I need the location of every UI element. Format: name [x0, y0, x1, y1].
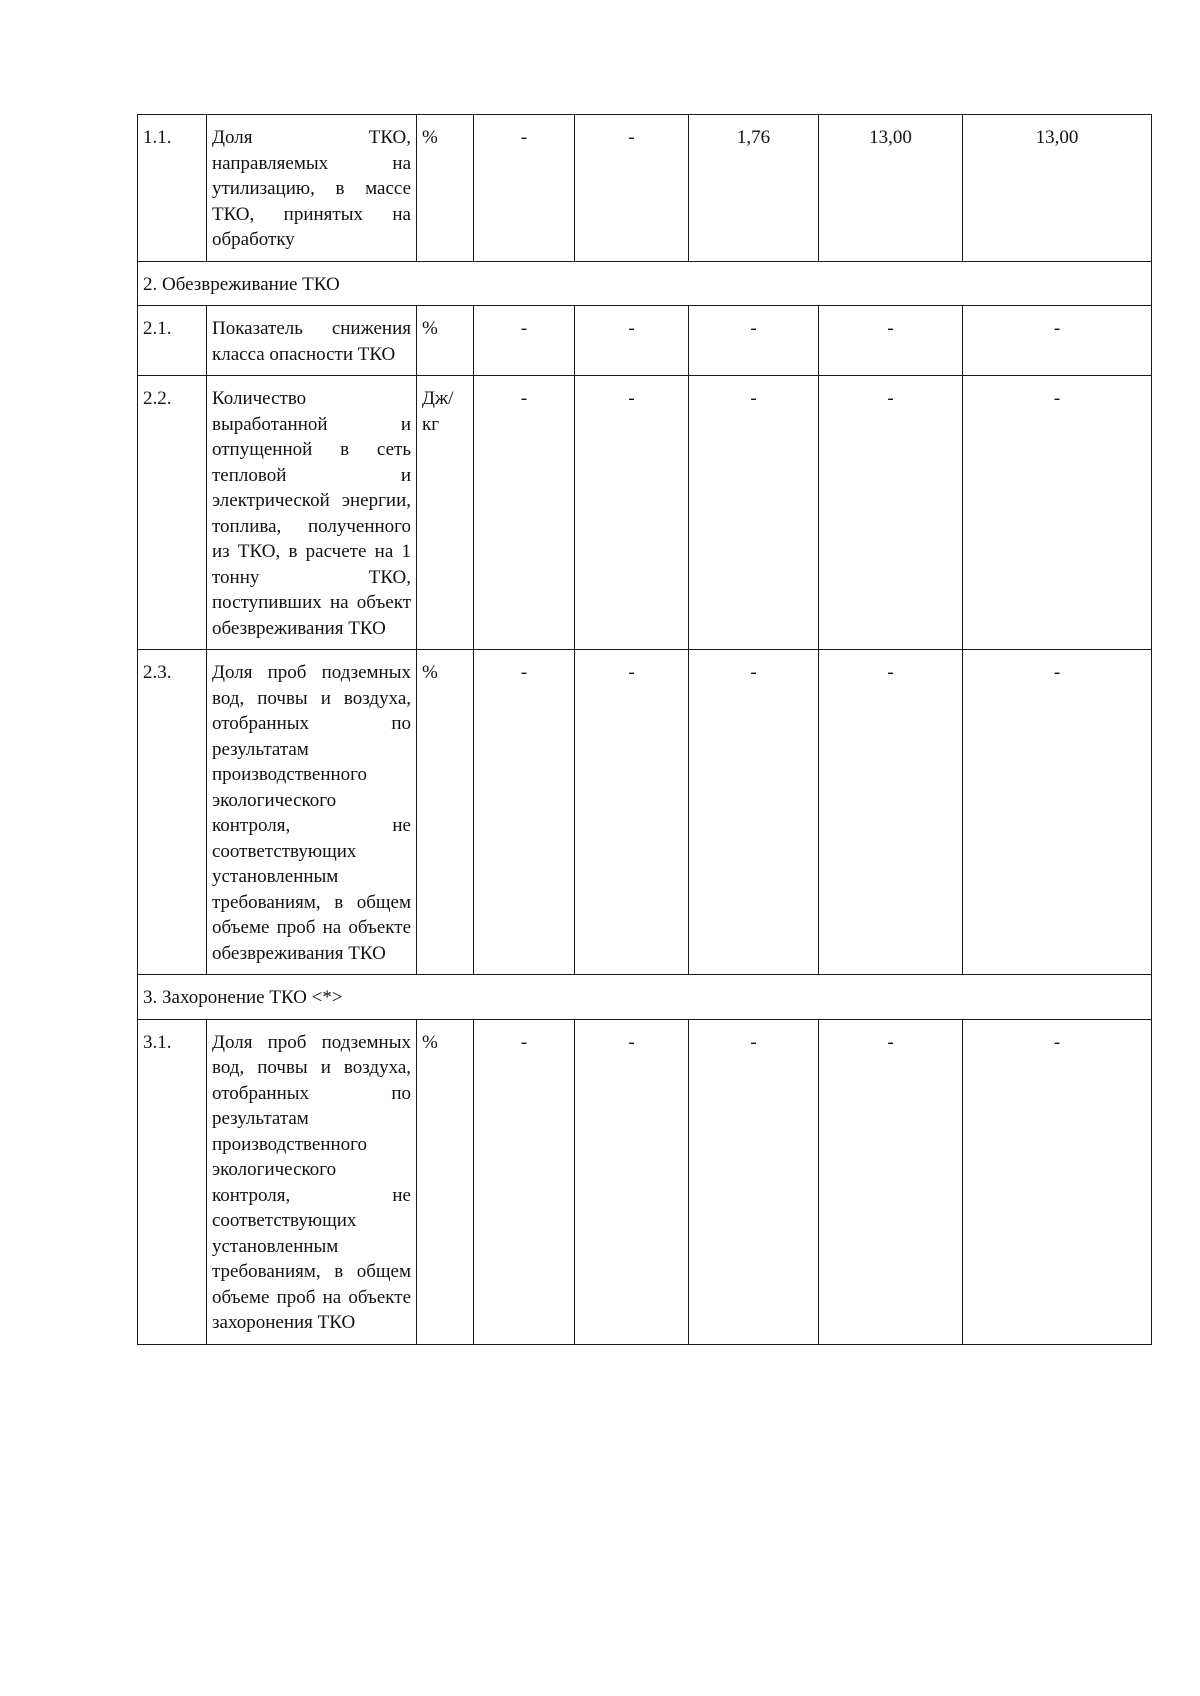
indicators-table: [137, 114, 1152, 1345]
unit-cell: %: [417, 1019, 474, 1344]
value-cell: -: [474, 650, 575, 975]
value-cell: -: [819, 1019, 963, 1344]
value-cell: -: [689, 306, 819, 376]
section-title: 2. Обезвреживание ТКО: [138, 261, 1152, 306]
value-cell: -: [819, 306, 963, 376]
value-cell: -: [474, 376, 575, 650]
value-cell: -: [575, 376, 689, 650]
row-number: 2.3.: [138, 650, 207, 975]
row-number: 2.1.: [138, 306, 207, 376]
value-cell: -: [963, 1019, 1152, 1344]
unit-cell: %: [417, 306, 474, 376]
table-row: [138, 115, 1152, 262]
table-row: [138, 376, 1152, 650]
unit-cell: Дж/кг: [417, 376, 474, 650]
section-row: [138, 975, 1152, 1020]
value-cell: 13,00: [963, 115, 1152, 262]
row-number: 2.2.: [138, 376, 207, 650]
value-cell: -: [575, 1019, 689, 1344]
value-cell: -: [474, 1019, 575, 1344]
unit-cell: %: [417, 650, 474, 975]
row-number: 3.1.: [138, 1019, 207, 1344]
row-number: 1.1.: [138, 115, 207, 262]
value-cell: -: [575, 650, 689, 975]
value-cell: 1,76: [689, 115, 819, 262]
value-cell: -: [963, 376, 1152, 650]
value-cell: -: [963, 650, 1152, 975]
unit-cell: %: [417, 115, 474, 262]
value-cell: -: [689, 1019, 819, 1344]
value-cell: -: [963, 306, 1152, 376]
section-title: 3. Захоронение ТКО <*>: [138, 975, 1152, 1020]
indicator-name: Доля ТКО, направляемых на утилизацию, в массе ТКО, принятых на обработку: [207, 115, 417, 262]
indicator-name: Количество выработанной и отпущенной в сеть тепловой и электрической энергии, топлива, полученного из ТКО, в расчете на 1 тонну ТКО, поступивших на объект обезвреживания ТКО: [207, 376, 417, 650]
value-cell: -: [575, 115, 689, 262]
table-row: [138, 650, 1152, 975]
table-row: [138, 306, 1152, 376]
value-cell: -: [689, 650, 819, 975]
value-cell: -: [474, 115, 575, 262]
value-cell: 13,00: [819, 115, 963, 262]
indicator-name: Доля проб подземных вод, почвы и воздуха, отобранных по результатам производственного экологического контроля, не соответствующих установленным требованиям, в общем объеме проб на объекте обезвреживания ТКО: [207, 650, 417, 975]
indicator-name: Показатель снижения класса опасности ТКО: [207, 306, 417, 376]
value-cell: -: [575, 306, 689, 376]
value-cell: -: [689, 376, 819, 650]
value-cell: -: [819, 376, 963, 650]
indicator-name: Доля проб подземных вод, почвы и воздуха, отобранных по результатам производственного экологического контроля, не соответствующих установленным требованиям, в общем объеме проб на объекте захоронения ТКО: [207, 1019, 417, 1344]
section-row: [138, 261, 1152, 306]
value-cell: -: [819, 650, 963, 975]
table-row: [138, 1019, 1152, 1344]
value-cell: -: [474, 306, 575, 376]
